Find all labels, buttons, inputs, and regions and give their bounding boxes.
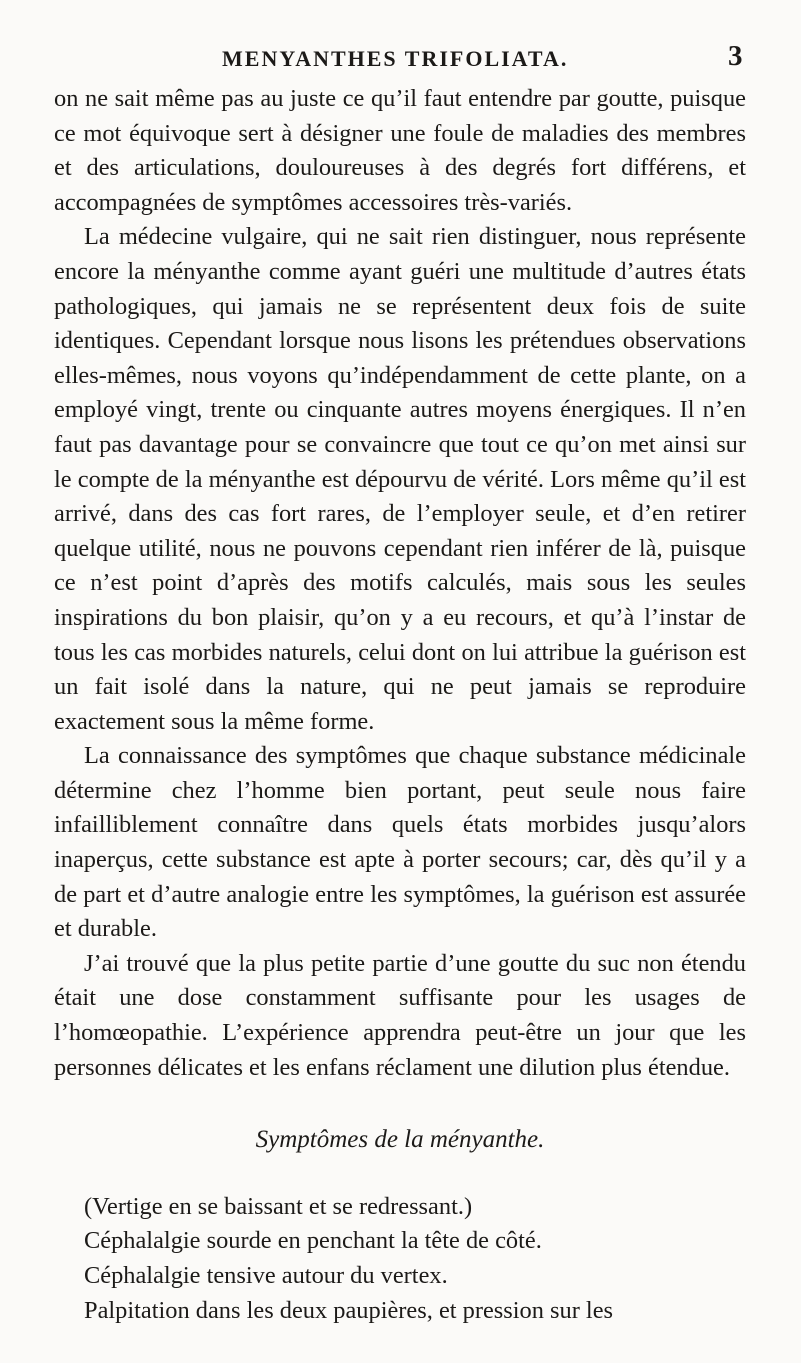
- symptom-line: Céphalalgie sourde en penchant la tête de côté.: [84, 1227, 542, 1255]
- paragraph-dosage: J’ai trouvé que la plus petite partie d’une goutte du suc non étendu était une dose constamment suffisante pour les usages de l’homœopathie. L’expérience apprendra peut-être un jour que les personnes délicates et les enfans réclament une dilution plus étendue.: [54, 949, 746, 1081]
- page-number: 3: [728, 40, 743, 72]
- paragraph-continued: on ne sait même pas au juste ce qu’il faut entendre par goutte, puisque ce mot équivoque sert à désigner une foule de maladies des membres et des articulations, douloureuses à des degrés fort différens, et accompagnées de symptômes accessoires très-variés.: [54, 85, 746, 216]
- symptom-line: (Vertige en se baissant et se redressant.): [84, 1192, 473, 1220]
- running-head: [0, 38, 801, 72]
- paragraph-symptom-knowledge: La connaissance des symptômes que chaque substance médicinale détermine chez l’homme bien portant, peut seule nous faire infailliblement connaître dans quels états morbides jusqu’alors inaperçus, cette substance est apte à porter secours; car, dès qu’il y a de part et d’autre analogie entre les symptômes, la guérison est assurée et durable.: [54, 742, 746, 943]
- symptom-line: Palpitation dans les deux paupières, et pression sur les: [84, 1296, 614, 1324]
- running-title: MENYANTHES TRIFOLIATA.: [222, 46, 569, 71]
- paragraph-popular-medicine: La médecine vulgaire, qui ne sait rien distinguer, nous représente encore la ményanthe comme ayant guéri une multitude d’autres états pathologiques, qui jamais ne se représentent deux fois de suite identiques. Cependant lorsque nous lisons les prétendues observations elles-mêmes, nous voyons qu’indépendamment de cette plante, on a employé vingt, trente ou cinquante autres moyens énergiques. Il n’en faut pas davantage pour se convaincre que tout ce qu’on met ainsi sur le compte de la ményanthe est dépourvu de vérité. Lors même qu’il est arrivé, dans des cas fort rares, de l’employer seule, et d’en retirer quelque utilité, nous ne pouvons cependant rien inférer de là, puisque ce n’est point d’après des motifs calculés, mais sous les seules inspirations du bon plaisir, qu’on y a eu recours, et qu’à l’instar de tous les cas morbides naturels, celui dont on lui attribue la guérison est un fait isolé dans la nature, qui ne peut jamais se reproduire exactement sous la même forme.: [54, 223, 746, 735]
- symptom-line: Céphalalgie tensive autour du vertex.: [84, 1262, 448, 1289]
- section-heading: Symptômes de la ményanthe.: [255, 1126, 545, 1154]
- body-text: [54, 82, 746, 1328]
